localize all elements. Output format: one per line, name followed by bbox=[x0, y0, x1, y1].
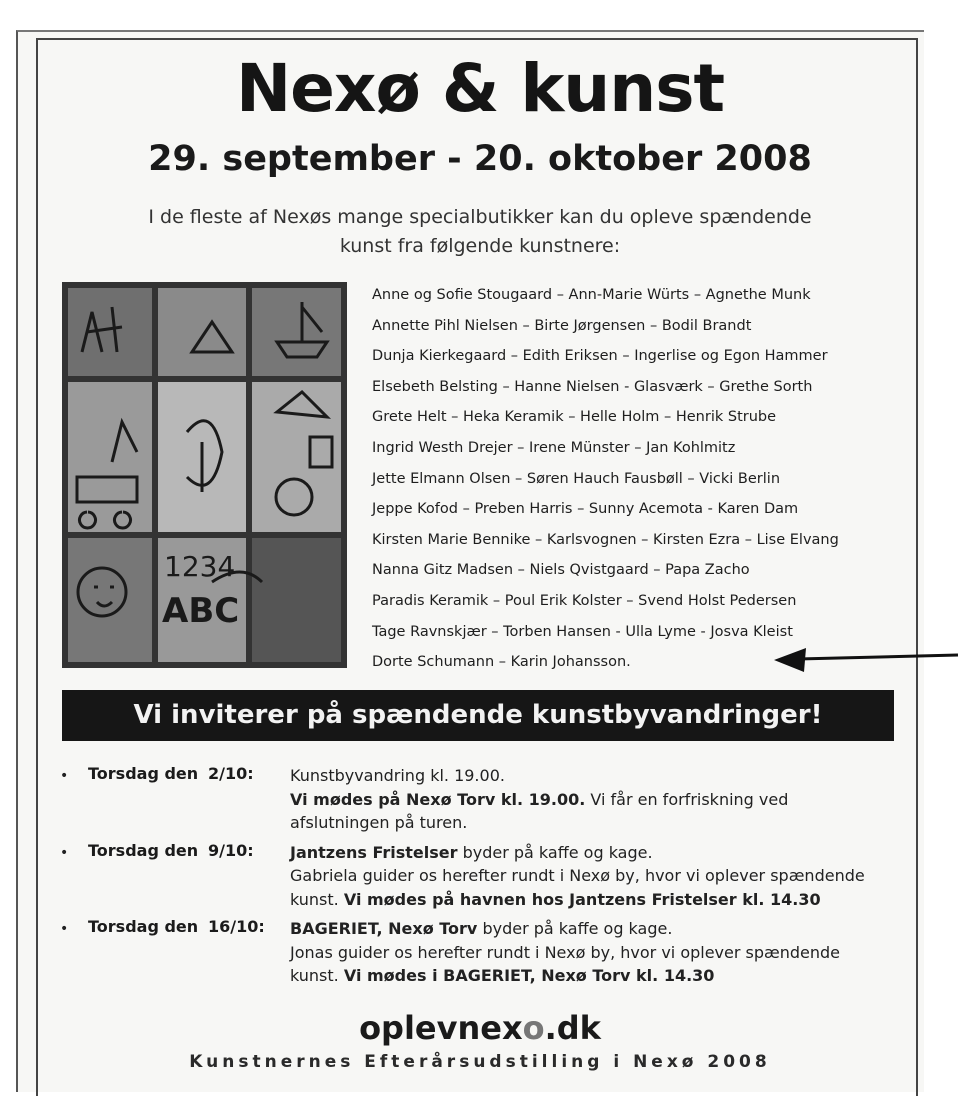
artist-line: Kirsten Marie Bennike – Karlsvognen – Kirsten Ezra – Lise Elvang bbox=[372, 531, 839, 548]
pointer-arrow-icon bbox=[770, 646, 960, 672]
walks-banner: Vi inviterer på spændende kunstbyvandringer! bbox=[62, 690, 894, 741]
artist-line: Jette Elmann Olsen – Søren Hauch Fausbøll – Vicki Berlin bbox=[372, 470, 781, 487]
event-description bbox=[290, 917, 920, 988]
artist-line: Tage Ravnskjær – Torben Hansen - Ulla Lyme - Josva Kleist bbox=[372, 623, 793, 640]
artist-line: Anne og Sofie Stougaard – Ann-Marie Würts – Agnethe Munk bbox=[372, 287, 811, 303]
artist-line: Ingrid Westh Drejer – Irene Münster – Jan Kohlmitz bbox=[372, 439, 736, 456]
event-text: byder på kaffe og kage. bbox=[477, 919, 673, 938]
childrens-art-photo bbox=[62, 282, 347, 668]
artist-list bbox=[372, 280, 912, 678]
event-line bbox=[290, 888, 920, 912]
photo-letters: ABC bbox=[162, 591, 240, 631]
event-text: kunst. bbox=[290, 966, 344, 985]
childrens-art-illustration bbox=[62, 282, 347, 668]
event-text: kunst. bbox=[290, 889, 344, 909]
bullet-icon: • bbox=[60, 921, 69, 937]
event-date: 16/10: bbox=[208, 917, 265, 936]
intro-line-2: kunst fra følgende kunstnere: bbox=[339, 235, 621, 257]
event-line bbox=[290, 788, 920, 812]
artist-line: Nanna Gitz Madsen – Niels Qvistgaard – Papa Zacho bbox=[372, 562, 750, 579]
artist-line: Jeppe Kofod – Preben Harris – Sunny Acemota - Karen Dam bbox=[372, 501, 799, 518]
event-text: Vi får en forfriskning ved bbox=[585, 789, 789, 809]
artist-line: Dorte Schumann – Karin Johansson. bbox=[372, 654, 631, 671]
event-date: 9/10: bbox=[208, 840, 254, 860]
event-line: Gabriela guider os herefter rundt i Nexø by, hvor vi oplever spændende bbox=[290, 866, 865, 885]
event-day: Torsdag den bbox=[88, 840, 199, 860]
artist-line: Grete Helt – Heka Keramik – Helle Holm – Henrik Strube bbox=[372, 409, 777, 426]
event-host: Jantzens Fristelser bbox=[290, 842, 458, 862]
site-name-accent: o bbox=[522, 1009, 545, 1047]
bullet-icon: • bbox=[60, 768, 69, 784]
intro-line-1: I de fleste af Nexøs mange specialbutikker kan du opleve spændende bbox=[148, 206, 812, 228]
event-line bbox=[290, 917, 920, 941]
artist-line: Annette Pihl Nielsen – Birte Jørgensen – Bodil Brandt bbox=[372, 317, 752, 334]
event-meeting-point: Vi mødes på havnen hos Jantzens Fristelser kl. 14.30 bbox=[343, 889, 821, 909]
intro-text bbox=[100, 203, 860, 261]
event-day: Torsdag den bbox=[88, 764, 199, 783]
event-dates: 29. september - 20. oktober 2008 bbox=[148, 139, 812, 179]
event-host: BAGERIET, Nexø Torv bbox=[290, 919, 478, 938]
event-meeting-point: Vi mødes på Nexø Torv kl. 19.00. bbox=[290, 789, 586, 809]
event-description bbox=[290, 841, 920, 912]
event-line: Kunstbyvandring kl. 19.00. bbox=[290, 766, 505, 785]
event-meeting-point: Vi mødes i BAGERIET, Nexø Torv kl. 14.30 bbox=[343, 966, 715, 985]
photo-numbers: 1234 bbox=[164, 550, 236, 583]
exhibition-name: Kunstnernes Efterårsudstilling i Nexø 2008 bbox=[189, 1052, 771, 1072]
event-line bbox=[290, 841, 920, 865]
bullet-icon: • bbox=[60, 844, 69, 861]
event-item bbox=[60, 764, 920, 835]
event-item bbox=[60, 917, 920, 988]
event-description bbox=[290, 764, 920, 835]
event-line: afslutningen på turen. bbox=[290, 813, 468, 832]
artist-line: Elsebeth Belsting – Hanne Nielsen - Glasværk – Grethe Sorth bbox=[372, 378, 813, 395]
event-list bbox=[60, 764, 920, 994]
event-item bbox=[60, 841, 920, 912]
event-line bbox=[290, 964, 920, 988]
website-url[interactable] bbox=[0, 1009, 960, 1047]
event-day: Torsdag den bbox=[88, 917, 199, 936]
artist-line: Paradis Keramik – Poul Erik Kolster – Svend Holst Pedersen bbox=[372, 592, 797, 609]
event-line: Jonas guider os herefter rundt i Nexø by, hvor vi oplever spændende bbox=[290, 942, 841, 962]
event-text: byder på kaffe og kage. bbox=[457, 842, 653, 862]
event-date: 2/10: bbox=[208, 764, 254, 783]
poster-title: Nexø & kunst bbox=[235, 50, 725, 127]
site-tld: .dk bbox=[544, 1009, 601, 1047]
site-name: oplevnex bbox=[359, 1009, 523, 1047]
artist-line: Dunja Kierkegaard – Edith Eriksen – Ingerlise og Egon Hammer bbox=[372, 348, 828, 365]
